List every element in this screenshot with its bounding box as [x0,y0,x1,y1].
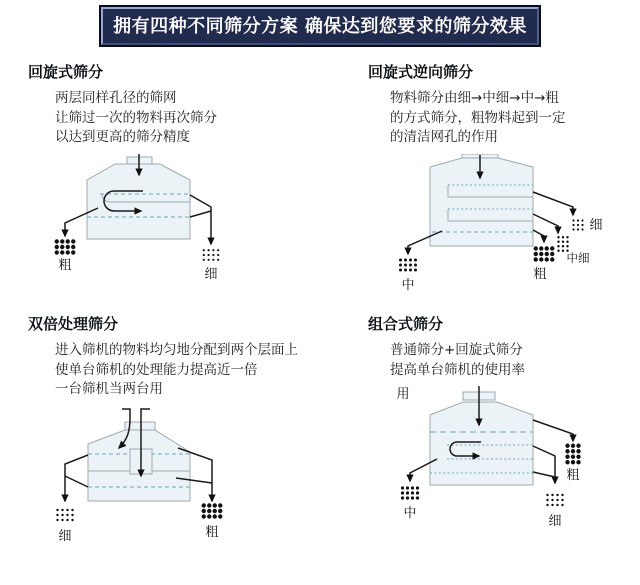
section-description [390,341,640,380]
coarse-out-arrow [533,230,544,242]
label-medium: 中 [403,506,417,522]
body-line: 以达到更高的筛分精度 [55,129,190,146]
body-line: 两层同样孔径的筛网 [55,90,177,106]
fine-out-line [533,472,555,477]
rotary-sieving-diagram [40,154,250,294]
coarse-dots [55,239,76,254]
rotary-reverse-diagram [380,154,625,299]
body-line: 的清洁网孔的作用 [390,129,498,146]
fine-out-arrow [533,192,573,215]
label-medium-fine: 中细 [566,250,590,265]
fine-out-line [65,476,88,487]
section-heading: 回旋式逆向筛分 [368,63,474,81]
fine-dots [572,219,583,230]
section-heading: 组合式筛分 [368,315,444,333]
fine-out-arrow [533,446,555,483]
body-line: 使单台筛机的处理能力提高近一倍 [55,361,258,378]
label-medium: 中 [401,277,415,293]
combined-sieving-diagram [385,380,625,550]
fine-dots [203,249,220,261]
section-double-capacity-sieving [0,303,320,564]
page-title: 拥有四种不同筛分方案 确保达到您要求的筛分效果 [101,7,539,45]
label-fine: 细 [58,528,72,544]
section-description [55,341,320,400]
body-line: 一台筛机当两台用 [55,381,163,398]
body-line: 的方式筛分，粗物料起到一定 [390,109,566,126]
coarse-dots [534,246,555,261]
stray-character: 用 [396,387,410,403]
body-line: 普通筛分+回旋式筛分 [390,342,523,358]
section-heading: 双倍处理筛分 [28,315,119,333]
section-combined-sieving [320,303,640,564]
body-line: 让筛过一次的物料再次筛分 [55,109,217,126]
section-description [390,89,640,148]
scheme-grid [0,51,640,564]
machine-body [430,158,533,246]
label-coarse: 粗 [533,266,547,282]
medium-fine-dots [557,236,568,252]
label-coarse: 粗 [205,524,219,540]
coarse-dots [565,444,580,465]
medium-dots [401,487,419,500]
section-rotary-reverse-sieving [320,51,640,303]
fine-out-arrow [190,195,211,244]
fine-out-line [190,211,211,217]
section-description [55,89,320,148]
label-fine: 细 [589,217,603,233]
machine-body [430,402,533,485]
label-fine: 细 [548,514,562,530]
section-heading: 回旋式筛分 [28,63,104,81]
medium-dots [399,258,417,271]
label-coarse: 粗 [566,468,580,484]
section-rotary-sieving [0,51,320,303]
coarse-dots [202,503,223,518]
label-fine: 细 [204,266,218,282]
fine-dots [546,494,563,506]
body-line: 进入筛机的物料均匀地分配到两个层面上 [55,342,298,358]
header [0,0,640,45]
medium-fine-out-arrow [533,214,558,233]
coarse-out-arrow [533,420,573,441]
body-line: 提高单台筛机的使用率 [390,361,525,378]
body-line: 物料筛分由细→中细→中→粗 [390,90,559,106]
label-coarse: 粗 [58,257,72,273]
fine-dots [56,508,73,520]
double-capacity-diagram [30,404,240,564]
